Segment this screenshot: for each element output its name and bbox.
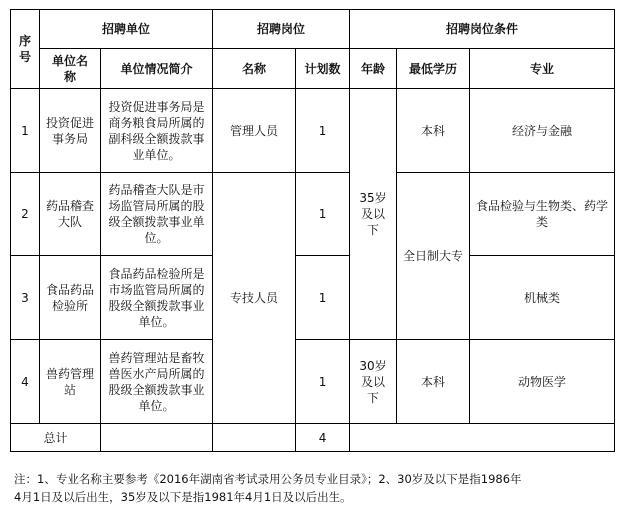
total-empty [350, 424, 615, 452]
footnote-line-1: 注：1、专业名称主要参考《2016年湖南省考试录用公务员专业目录》；2、30岁及以下是指1986年 [14, 472, 522, 486]
row-intro: 投资促进事务局是商务粮食局所属的副科级全额拨款事业单位。 [101, 89, 213, 173]
header-unit-intro: 单位情况简介 [101, 49, 213, 89]
row-education: 本科 [397, 89, 470, 173]
row-plan: 1 [296, 173, 350, 256]
table-row [11, 89, 615, 173]
row-education: 本科 [397, 340, 470, 424]
header-age: 年龄 [350, 49, 397, 89]
row-unit: 药品稽查大队 [40, 173, 101, 256]
table-row [11, 256, 615, 340]
header-seq: 序号 [11, 10, 40, 89]
header-unit-name: 单位名称 [40, 49, 101, 89]
header-unit-group: 招聘单位 [40, 10, 213, 49]
row-unit: 食品药品检验所 [40, 256, 101, 340]
total-empty [213, 424, 296, 452]
row-seq: 1 [11, 89, 40, 173]
row-major: 经济与金融 [470, 89, 615, 173]
post-management: 管理人员 [213, 89, 296, 173]
header-plan: 计划数 [296, 49, 350, 89]
header-education: 最低学历 [397, 49, 470, 89]
row-plan: 1 [296, 340, 350, 424]
row-seq: 2 [11, 173, 40, 256]
row-intro: 兽药管理站是畜牧兽医水产局所属的股级全额拨款事业单位。 [101, 340, 213, 424]
header-post-group: 招聘岗位 [213, 10, 350, 49]
footnote [14, 470, 612, 506]
header-post-name: 名称 [213, 49, 296, 89]
row-plan: 1 [296, 89, 350, 173]
row-seq: 3 [11, 256, 40, 340]
row-unit: 兽药管理站 [40, 340, 101, 424]
post-technical: 专技人员 [213, 173, 296, 424]
row-seq: 4 [11, 340, 40, 424]
education-college: 全日制大专 [397, 173, 470, 340]
row-intro: 食品药品检验所是市场监管局所属的股级全额拨款事业单位。 [101, 256, 213, 340]
row-major: 机械类 [470, 256, 615, 340]
footnote-line-2: 4月1日及以后出生，35岁及以下是指1981年4月1日及以后出生。 [14, 490, 352, 504]
age-35: 35岁及以下 [350, 89, 397, 340]
total-row [11, 424, 615, 452]
row-major: 食品检验与生物类、药学类 [470, 173, 615, 256]
row-major: 动物医学 [470, 340, 615, 424]
header-condition-group: 招聘岗位条件 [350, 10, 615, 49]
row-plan: 1 [296, 256, 350, 340]
table-row [11, 173, 615, 256]
recruitment-table [10, 9, 615, 452]
total-value: 4 [296, 424, 350, 452]
age-30: 30岁及以下 [350, 340, 397, 424]
row-unit: 投资促进事务局 [40, 89, 101, 173]
header-major: 专业 [470, 49, 615, 89]
total-label: 总计 [11, 424, 101, 452]
row-intro: 药品稽查大队是市场监管局所属的股级全额拨款事业单位。 [101, 173, 213, 256]
total-empty [101, 424, 213, 452]
table-row [11, 340, 615, 424]
